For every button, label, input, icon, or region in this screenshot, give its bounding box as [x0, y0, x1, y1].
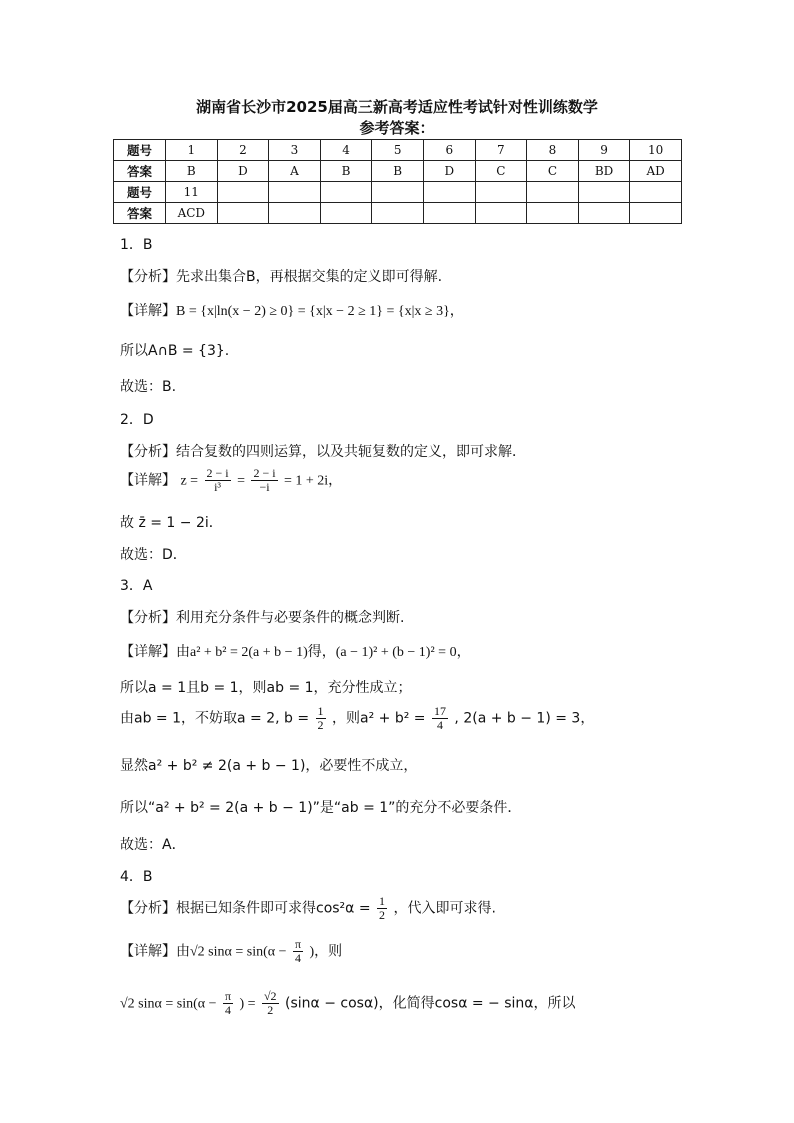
fraction-numerator: 2 − i	[253, 466, 276, 480]
text-segment: ) =	[239, 996, 256, 1012]
table-cell: 11	[166, 182, 218, 203]
fraction	[377, 895, 387, 922]
table-cell	[423, 182, 475, 203]
table-cell	[372, 182, 424, 203]
answer-table	[113, 139, 682, 224]
q3-line4: 显然a² + b² ≠ 2(a + b − 1)，必要性不成立，	[120, 758, 418, 774]
analysis-text: 先求出集合B，再根据交集的定义即可得解.	[176, 269, 443, 285]
q3-heading: 3．A	[120, 578, 153, 594]
table-header-cell: 题号	[114, 140, 166, 161]
q3-analysis	[120, 607, 404, 627]
analysis-tag: 【分析】	[120, 269, 176, 285]
q3-line3	[120, 705, 594, 732]
fraction-numerator: π	[294, 937, 301, 951]
detail-tag: 【详解】	[120, 644, 176, 660]
detail-text: 由√2 sinα = sin(α −	[176, 944, 287, 960]
table-cell	[217, 203, 269, 224]
table-cell	[527, 182, 579, 203]
table-cell: 9	[578, 140, 630, 161]
detail-text: z =	[180, 473, 199, 489]
table-cell	[630, 182, 682, 203]
table-cell: B	[320, 161, 372, 182]
table-cell	[372, 203, 424, 224]
detail-text: 由a² + b² = 2(a + b − 1)得，(a − 1)² + (b − 1)² = 0，	[176, 645, 471, 660]
fraction-denominator: 2	[317, 718, 324, 732]
fraction-denominator: 2	[379, 908, 386, 922]
equals-sign: =	[237, 473, 245, 489]
analysis-tag: 【分析】	[120, 610, 176, 626]
q1-analysis	[120, 266, 442, 286]
table-row	[114, 203, 682, 224]
table-cell	[320, 182, 372, 203]
analysis-text: 结合复数的四则运算，以及共轭复数的定义，即可求解．	[176, 444, 526, 460]
table-cell	[320, 203, 372, 224]
fraction-denominator: 2	[267, 1003, 274, 1017]
q1-detail	[120, 300, 464, 320]
fraction	[432, 705, 448, 732]
table-cell: D	[423, 161, 475, 182]
analysis-tag: 【分析】	[120, 444, 176, 460]
table-cell: 3	[269, 140, 321, 161]
q2-line2: 故 z̄ = 1 − 2i．	[120, 515, 223, 531]
document-title: 湖南省长沙市2025届高三新高考适应性考试针对性训练数学	[196, 98, 598, 116]
text-segment: , 2(a + b − 1) = 3，	[454, 710, 595, 727]
q2-detail	[120, 467, 342, 494]
fraction	[205, 467, 231, 494]
fraction-denominator: 4	[294, 951, 301, 965]
table-row	[114, 140, 682, 161]
table-cell	[527, 203, 579, 224]
q2-heading: 2．D	[120, 412, 154, 428]
q1-line2: 所以A∩B = {3}.	[120, 343, 230, 359]
table-cell: C	[527, 161, 579, 182]
q1-heading: 1．B	[120, 237, 153, 253]
fraction-numerator: 17	[433, 704, 446, 718]
fraction-numerator: √2	[263, 989, 277, 1003]
table-cell: C	[475, 161, 527, 182]
table-cell: BD	[578, 161, 630, 182]
table-cell: B	[166, 161, 218, 182]
table-cell: 10	[630, 140, 682, 161]
q3-line2: 所以a = 1且b = 1，则ab = 1，充分性成立；	[120, 680, 412, 696]
table-cell: B	[372, 161, 424, 182]
table-cell: ACD	[166, 203, 218, 224]
table-cell: D	[217, 161, 269, 182]
detail-text: )，则	[309, 944, 343, 960]
table-row	[114, 161, 682, 182]
table-cell: 4	[320, 140, 372, 161]
fraction	[251, 467, 277, 494]
table-cell	[269, 182, 321, 203]
q4-heading: 4．B	[120, 869, 153, 885]
detail-text: B = {x|ln(x − 2) ≥ 0} = {x|x − 2 ≥ 1} = {x|x ≥ 3}，	[176, 304, 464, 319]
fraction	[223, 990, 233, 1017]
table-header-cell: 题号	[114, 182, 166, 203]
document-subtitle: 参考答案：	[359, 119, 435, 137]
fraction-numerator: 2 − i	[206, 466, 229, 480]
fraction-denominator: i³	[214, 480, 222, 494]
table-cell: 2	[217, 140, 269, 161]
analysis-text: ，代入即可求得.	[393, 900, 496, 917]
table-cell	[217, 182, 269, 203]
q3-line5: 所以“a² + b² = 2(a + b − 1)”是“ab = 1”的充分不必要条件．	[120, 800, 522, 816]
detail-tag: 【详解】	[120, 472, 176, 489]
table-cell	[423, 203, 475, 224]
fraction-numerator: π	[224, 989, 231, 1003]
table-row	[114, 182, 682, 203]
text-segment: (sinα − cosα)，化简得cosα = − sinα，所以	[285, 995, 576, 1012]
table-cell	[578, 182, 630, 203]
table-cell	[578, 203, 630, 224]
q2-analysis	[120, 441, 526, 461]
table-header-cell: 答案	[114, 161, 166, 182]
table-cell: 8	[527, 140, 579, 161]
table-cell	[475, 203, 527, 224]
text-segment: √2 sinα = sin(α −	[120, 996, 217, 1012]
detail-text: = 1 + 2i，	[284, 473, 343, 489]
detail-tag: 【详解】	[120, 303, 176, 319]
fraction	[293, 938, 303, 965]
q3-detail	[120, 641, 471, 661]
fraction-numerator: 1	[379, 894, 386, 908]
fraction-denominator: 4	[224, 1003, 231, 1017]
fraction	[316, 705, 326, 732]
table-cell: 5	[372, 140, 424, 161]
table-cell: 7	[475, 140, 527, 161]
detail-tag: 【详解】	[120, 943, 176, 960]
table-cell: 6	[423, 140, 475, 161]
q4-line2	[120, 990, 576, 1017]
table-cell	[630, 203, 682, 224]
table-cell	[269, 203, 321, 224]
analysis-text: 利用充分条件与必要条件的概念判断.	[176, 610, 405, 626]
table-cell: A	[269, 161, 321, 182]
q1-choice: 故选：B.	[120, 379, 177, 395]
q3-choice: 故选：A．	[120, 837, 186, 853]
fraction	[262, 990, 279, 1017]
table-cell: 1	[166, 140, 218, 161]
text-segment: 由ab = 1，不妨取a = 2, b =	[120, 710, 310, 727]
table-cell	[475, 182, 527, 203]
table-cell: AD	[630, 161, 682, 182]
analysis-tag: 【分析】	[120, 900, 176, 917]
fraction-denominator: 4	[436, 718, 443, 732]
q2-choice: 故选：D．	[120, 547, 187, 563]
q4-detail	[120, 938, 342, 965]
analysis-text: 根据已知条件即可求得cos²α =	[176, 900, 371, 917]
q4-analysis	[120, 895, 496, 922]
text-segment: ，则a² + b² =	[332, 710, 426, 727]
fraction-denominator: −i	[259, 480, 270, 494]
fraction-numerator: 1	[317, 704, 324, 718]
table-header-cell: 答案	[114, 203, 166, 224]
